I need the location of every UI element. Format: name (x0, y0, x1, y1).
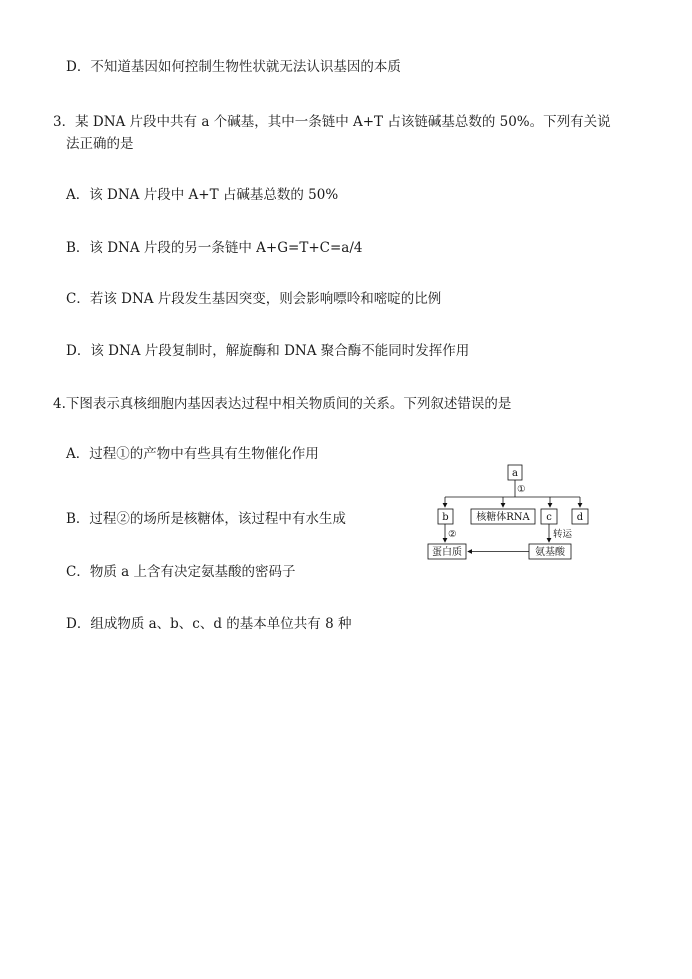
node-d-label: d (576, 512, 584, 523)
process-1-label: ① (517, 484, 526, 495)
question-3-option-a: A．该 DNA 片段中 A+T 占碱基总数的 50% (66, 187, 339, 203)
node-protein-label: 蛋白质 (432, 547, 462, 558)
node-b-label: b (442, 512, 449, 523)
node-rrna-label: 核糖体RNA (476, 512, 530, 523)
node-c-label: c (546, 512, 552, 523)
question-4-stem: 4.下图表示真核细胞内基因表达过程中相关物质间的关系。下列叙述错误的是 (53, 396, 512, 412)
question-4-option-b: B．过程②的场所是核糖体，该过程中有水生成 (66, 511, 346, 527)
process-2-label: ② (448, 529, 457, 540)
question-3-option-b: B．该 DNA 片段的另一条链中 A+G=T+C=a/4 (66, 240, 363, 256)
question-2-option-d: D．不知道基因如何控制生物性状就无法认识基因的本质 (66, 59, 401, 75)
question-3-option-d: D．该 DNA 片段复制时，解旋酶和 DNA 聚合酶不能同时发挥作用 (66, 343, 470, 359)
question-3-stem-line1: 3．某 DNA 片段中共有 a 个碱基，其中一条链中 A+T 占该链碱基总数的 50%。下列有关说 (53, 114, 611, 130)
question-4-option-a: A．过程①的产物中有些具有生物催化作用 (66, 446, 319, 462)
node-amino-label: 氨基酸 (535, 547, 565, 558)
question-4-option-d: D．组成物质 a、b、c、d 的基本单位共有 8 种 (66, 616, 352, 632)
question-3-stem-line2: 法正确的是 (66, 136, 134, 152)
question-3-option-c: C．若该 DNA 片段发生基因突变，则会影响嘌呤和嘧啶的比例 (66, 291, 442, 307)
question-4-option-c: C．物质 a 上含有决定氨基酸的密码子 (66, 564, 296, 580)
transport-label: 转运 (553, 529, 573, 540)
gene-expression-diagram (425, 462, 600, 564)
node-a-label: a (512, 468, 518, 479)
